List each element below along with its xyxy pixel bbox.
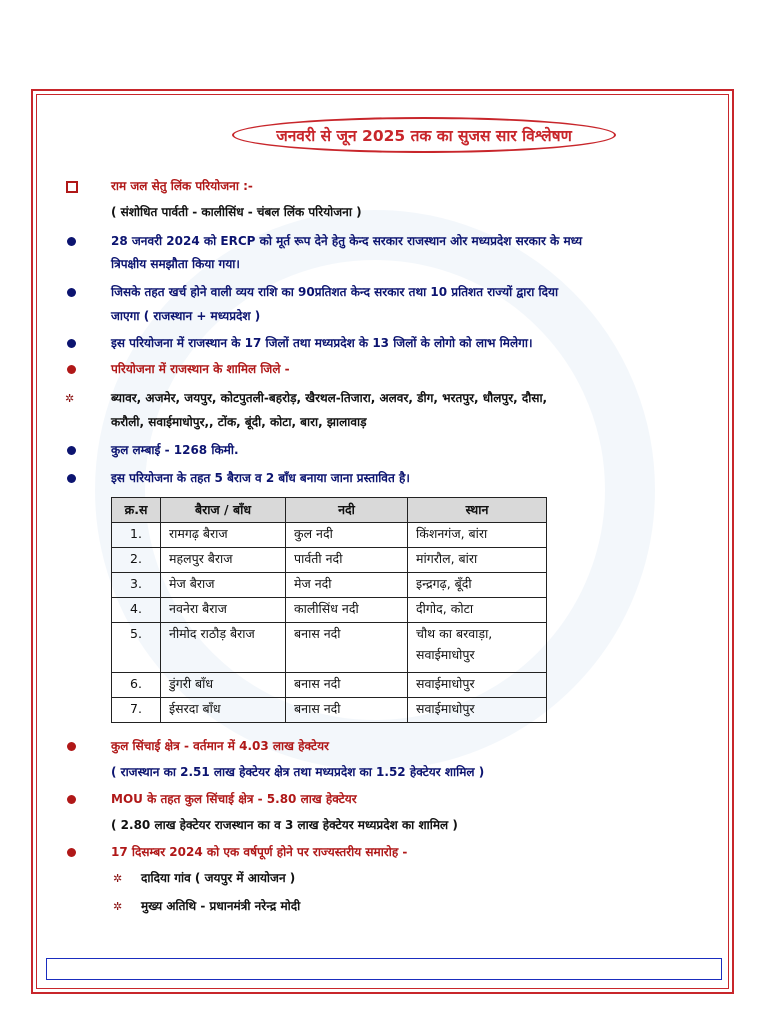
table-cell: मेज बैराज: [161, 573, 286, 598]
table-cell: 3.: [112, 573, 161, 598]
ceremony-heading: 17 दिसम्बर 2024 को एक वर्षपूर्ण होने पर राज्यस्तरीय समारोह -: [111, 845, 408, 859]
project-subheading: ( संशोधित पार्वती - कालीसिंध - चंबल लिंक परियोजना ): [111, 205, 362, 219]
table-cell: डुंगरी बाँध: [161, 673, 286, 698]
ceremony-venue: दादिया गांव ( जयपुर में आयोजन ): [141, 871, 296, 885]
total-length: कुल लम्बाई - 1268 किमी.: [111, 443, 239, 457]
table-header-row: [112, 498, 547, 523]
table-cell: रामगढ़ बैराज: [161, 523, 286, 548]
districts-line1: ब्यावर, अजमेर, जयपुर, कोटपुतली-बहरोड़, खैरथल-तिजारा, अलवर, डीग, भरतपुर, धौलपुर, दौसा,: [111, 391, 548, 405]
bullet-dot-icon: [67, 742, 76, 751]
table-cell: 2.: [112, 548, 161, 573]
table-cell: 7.: [112, 698, 161, 723]
irrigation-current: कुल सिंचाई क्षेत्र - वर्तमान में 4.03 लाख हेक्टेयर: [111, 739, 329, 753]
flower-bullet-icon: ✲: [113, 872, 123, 885]
table-cell: बनास नदी: [286, 623, 408, 673]
point1-line1: 28 जनवरी 2024 को ERCP को मूर्त रूप देने हेतु केन्द सरकार राजस्थान ओर मध्यप्रदेश सरकार के मध्य: [111, 234, 583, 248]
barrage-table: [111, 497, 547, 723]
table-row: [112, 673, 547, 698]
bullet-dot-icon: [67, 446, 76, 455]
table-cell: 1.: [112, 523, 161, 548]
table-cell: कुल नदी: [286, 523, 408, 548]
bullet-dot-icon: [67, 365, 76, 374]
table-cell: मांगरौल, बांरा: [408, 548, 547, 573]
page-title-text: जनवरी से जून 2025 तक का सुजस सार विश्लेषण: [276, 127, 572, 145]
point2-line1: जिसके तहत खर्च होने वाली व्यय राशि का 90प्रतिशत केन्द सरकार तथा 10 प्रतिशत राज्यों द्वारा दिया: [111, 285, 559, 299]
table-row: [112, 698, 547, 723]
table-cell: महलपुर बैराज: [161, 548, 286, 573]
bullet-dot-icon: [67, 339, 76, 348]
table-cell: इन्द्रगढ़, बूँदी: [408, 573, 547, 598]
table-cell: नवनेरा बैराज: [161, 598, 286, 623]
table-row: [112, 598, 547, 623]
table-cell: दीगोद, कोटा: [408, 598, 547, 623]
table-cell: सवाईमाधोपुर: [408, 673, 547, 698]
table-row: [112, 623, 547, 673]
table-header: बैराज / बाँध: [161, 498, 286, 523]
table-header: क्र.स: [112, 498, 161, 523]
table-cell: 4.: [112, 598, 161, 623]
table-cell: बनास नदी: [286, 698, 408, 723]
irrigation-mou-detail: ( 2.80 लाख हेक्टेयर राजस्थान का व 3 लाख हेक्टेयर मध्यप्रदेश का शामिल ): [111, 818, 458, 832]
bullet-dot-icon: [67, 474, 76, 483]
table-cell: नीमोद राठौड़ बैराज: [161, 623, 286, 673]
table-cell: किंशनगंज, बांरा: [408, 523, 547, 548]
table-cell: पार्वती नदी: [286, 548, 408, 573]
proposal-text: इस परियोजना के तहत 5 बैराज व 2 बाँध बनाया जाना प्रस्तावित है।: [111, 471, 410, 485]
point3: इस परियोजना में राजस्थान के 17 जिलों तथा मध्यप्रदेश के 13 जिलों के लोगो को लाभ मिलेगा।: [111, 336, 533, 350]
footer-box: [46, 958, 722, 980]
districts-line2: करौली, सवाईमाधोपुर,, टोंक, बूंदी, कोटा, बारा, झालावाड़: [111, 415, 367, 429]
square-bullet-icon: [66, 181, 78, 193]
table-cell: मेज नदी: [286, 573, 408, 598]
project-heading: राम जल सेतु लिंक परियोजना :-: [111, 179, 253, 193]
bullet-dot-icon: [67, 848, 76, 857]
table-row: [112, 523, 547, 548]
flower-bullet-icon: ✲: [113, 900, 123, 913]
table-cell: कालीसिंध नदी: [286, 598, 408, 623]
bullet-dot-icon: [67, 795, 76, 804]
point1-line2: त्रिपक्षीय समझौता किया गया।: [111, 257, 240, 271]
irrigation-mou: MOU के तहत कुल सिंचाई क्षेत्र - 5.80 लाख हेक्टेयर: [111, 792, 357, 806]
table-row: [112, 573, 547, 598]
table-header: स्थान: [408, 498, 547, 523]
table-cell: सवाईमाधोपुर: [408, 698, 547, 723]
table-cell: ईसरदा बाँध: [161, 698, 286, 723]
table-cell: चौथ का बरवाड़ा, सवाईमाधोपुर: [408, 623, 547, 673]
districts-heading: परियोजना में राजस्थान के शामिल जिले -: [111, 362, 290, 376]
point2-line2: जाएगा ( राजस्थान + मध्यप्रदेश ): [111, 309, 261, 323]
irrigation-current-detail: ( राजस्थान का 2.51 लाख हेक्टेयर क्षेत्र तथा मध्यप्रदेश का 1.52 हेक्टेयर शामिल ): [111, 765, 485, 779]
table-cell: बनास नदी: [286, 673, 408, 698]
bullet-dot-icon: [67, 237, 76, 246]
ceremony-guest: मुख्य अतिथि - प्रधानमंत्री नरेन्द्र मोदी: [141, 899, 301, 913]
flower-bullet-icon: ✲: [65, 392, 75, 405]
table-cell: 6.: [112, 673, 161, 698]
table-row: [112, 548, 547, 573]
table-cell: 5.: [112, 623, 161, 673]
page-title: [232, 117, 616, 153]
bullet-dot-icon: [67, 288, 76, 297]
table-header: नदी: [286, 498, 408, 523]
